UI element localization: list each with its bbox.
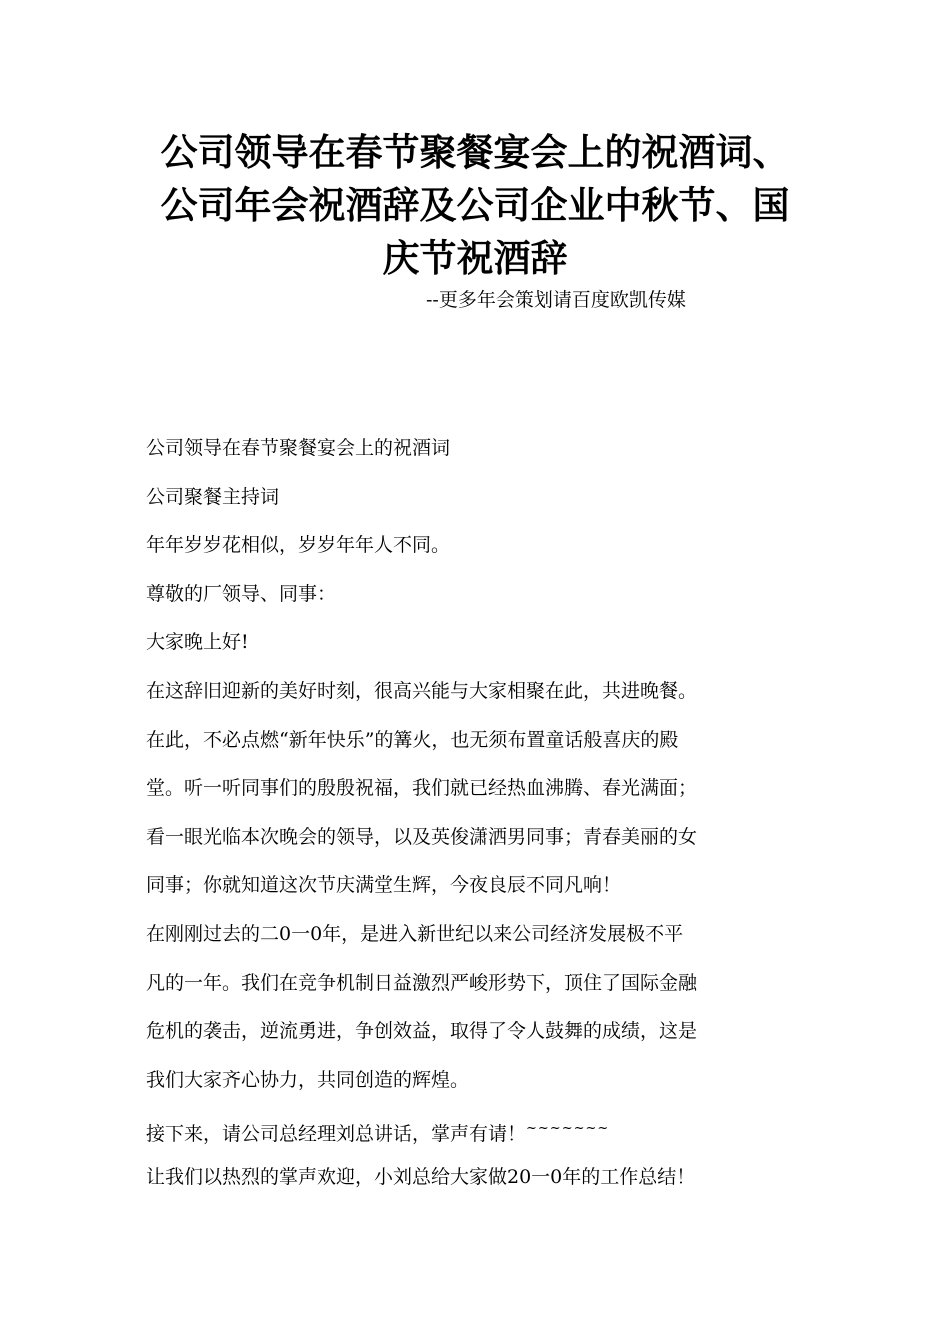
document-subtitle: --更多年会策划请百度欧凯传媒 [426, 289, 686, 311]
body-line: 在这辞旧迎新的美好时刻，很高兴能与大家相聚在此，共进晚餐。 [146, 679, 698, 702]
title-line-3: 庆节祝酒辞 [382, 236, 568, 280]
document-body [146, 432, 806, 1210]
body-line-invitation [146, 1112, 806, 1161]
invitation-text: 接下来，请公司总经理刘总讲话，掌声有请！ [146, 1123, 527, 1146]
body-line: 年年岁岁花相似，岁岁年年人不同。 [146, 534, 451, 557]
tilde-mark: ~~~~~~~ [526, 1121, 610, 1137]
body-line: 凡的一年。我们在竞争机制日益激烈严峻形势下，顶住了国际金融 [146, 971, 698, 994]
document-title [110, 126, 840, 285]
body-line: 堂。听一听同事们的殷殷祝福，我们就已经热血沸腾、春光满面； [146, 777, 698, 800]
body-line-greeting: 大家晚上好! [146, 631, 249, 654]
title-line-1: 公司领导在春节聚餐宴会上的祝酒词、 [160, 130, 790, 174]
title-line-2: 公司年会祝酒辞及公司企业中秋节、国 [160, 183, 790, 227]
body-line: 让我们以热烈的掌声欢迎，小刘总给大家做20一0年的工作总结！ [146, 1165, 696, 1188]
body-line: 危机的袭击，逆流勇进，争创效益，取得了令人鼓舞的成绩，这是 [146, 1020, 698, 1043]
body-line-host-script: 公司聚餐主持词 [146, 485, 280, 508]
body-line: 看一眼光临本次晚会的领导，以及英俊潇洒男同事；青春美丽的女 [146, 825, 698, 848]
body-line: 我们大家齐心协力，共同创造的辉煌。 [146, 1068, 470, 1091]
body-line: 在刚刚过去的二0一0年，是进入新世纪以来公司经济发展极不平 [146, 922, 684, 945]
body-line: 同事；你就知道这次节庆满堂生辉，今夜良辰不同凡响！ [146, 874, 622, 897]
body-line: 在此，不必点燃“新年快乐”的篝火，也无须布置童话般喜庆的殿 [146, 728, 679, 751]
body-line-salutation: 尊敬的厂领导、同事： [146, 582, 337, 605]
body-line-heading: 公司领导在春节聚餐宴会上的祝酒词 [146, 437, 451, 459]
